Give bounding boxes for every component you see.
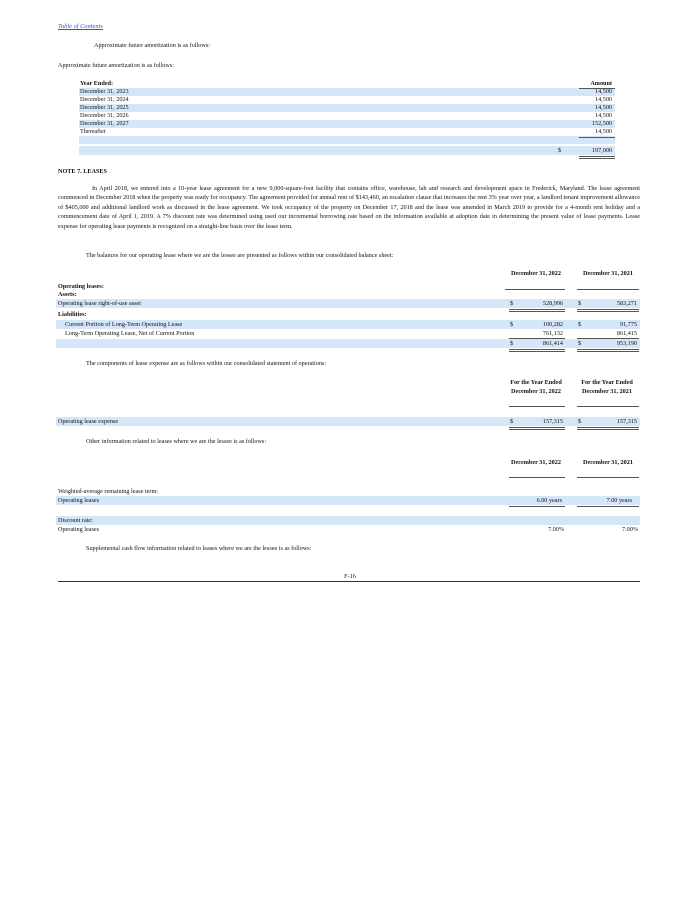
page-number: F-16 [344, 573, 356, 580]
table-row: December 31, 2023 [80, 88, 129, 95]
operating-leases-rate-label: Operating leases [58, 526, 100, 533]
total-liabilities-2022: 861,414 [542, 340, 563, 347]
other-col-2021: December 31, 2021 [583, 459, 633, 466]
table-of-contents-link[interactable]: Table of Contents [58, 23, 103, 30]
table-row: December 31, 2024 [80, 96, 129, 103]
discount-rate-label: Discount rate: [58, 517, 93, 524]
currency-symbol: $ [510, 340, 514, 347]
footer-divider [58, 581, 640, 582]
expense-2021: 157,315 [616, 418, 637, 425]
operating-leases-label: Operating leases: [58, 283, 104, 290]
total-currency: $ [558, 147, 562, 154]
current-portion-label: Current Portion of Long-Term Operating Lease [65, 321, 183, 328]
table-row: December 31, 2025 [80, 104, 129, 111]
rou-2022: 528,996 [542, 300, 563, 307]
components-intro: The components of lease expense are as follows within our consolidated statement of operations: [86, 360, 327, 367]
table-cell: 14,500 [594, 104, 612, 111]
table-cell: 14,500 [594, 96, 612, 103]
other-col-2022: December 31, 2022 [511, 459, 561, 466]
amortization-header-year: Year Ended: [80, 80, 114, 87]
expense-col-2022: For the Year Ended December 31, 2022 [510, 379, 562, 395]
table-row: Thereafter [80, 128, 106, 135]
liabilities-label: Liabilities: [58, 311, 87, 318]
currency-symbol: $ [510, 300, 514, 307]
table-row: December 31, 2027 [80, 120, 129, 127]
other-intro: Other information related to leases where we are the lessee is as follows: [86, 438, 267, 445]
supplemental-intro: Supplemental cash flow information related to leases where we are the lessee is as follows: [86, 545, 312, 552]
table-cell: 14,500 [594, 88, 612, 95]
table-cell: 14,500 [594, 112, 612, 119]
note-title: NOTE 7. LEASES [58, 168, 108, 175]
table-row: December 31, 2026 [80, 112, 129, 119]
note-paragraph [58, 184, 640, 231]
table-cell: 14,500 [594, 128, 612, 135]
operating-leases-term-label: Operating leases [58, 497, 100, 504]
currency-symbol: $ [510, 321, 514, 328]
amortization-total: 197,000 [591, 147, 612, 154]
weighted-average-term-label: Weighted-average remaining lease term: [58, 488, 158, 495]
assets-label: Assets: [58, 291, 77, 298]
operating-lease-expense-label: Operating lease expense [58, 418, 119, 425]
currency-symbol: $ [578, 321, 582, 328]
expense-col-2021: For the Year Ended December 31, 2021 [581, 379, 633, 395]
long-term-2022: 761,132 [542, 330, 563, 337]
current-2021: 91,775 [619, 321, 637, 328]
currency-symbol: $ [510, 418, 514, 425]
intro-text-1: Approximate future amortization is as follows: [94, 42, 210, 49]
currency-symbol: $ [578, 418, 582, 425]
currency-symbol: $ [578, 300, 582, 307]
long-term-2021: 861,415 [616, 330, 637, 337]
rate-2022: 7.00% [548, 526, 564, 533]
note-paragraph-text: In April 2018, we entered into a 10-year lease agreement for a new 9,000-square-foot facility that contains office, warehouse, lab and research and development space in Frederick, Maryland. The lease agreement commenced in December 2018 when the property was ready for occupancy. The agreement provided for annual rent of $143,460, an escalation clause that increases the rent 3% year over year, a landlord tenant improvement allowance of $405,000 and additional landlord work as discussed in the lease agreement. We took occupancy of the property on December 17, 2018 and the lease was amended in March 2019 to provide for a 4-month rent holiday and a commencement date of April 1, 2019. A 7% discount rate was determined using used our incremental borrowing rate based on the information available at adoption date in determining the present value of lease payments. Lease expense for operating lease payments is recognized on a straight-line basis over the lease term. [58, 185, 640, 230]
balance-col-2021: December 31, 2021 [583, 270, 633, 277]
intro-text-2: Approximate future amortization is as follows: [58, 62, 174, 69]
amortization-header-amount: Amount [590, 80, 612, 87]
rou-2021: 583,271 [616, 300, 637, 307]
balance-col-2022: December 31, 2022 [511, 270, 561, 277]
rou-asset-label: Operating lease right-of-use asset [58, 300, 141, 307]
current-2022: 100,282 [542, 321, 563, 328]
rate-2021: 7.00% [622, 526, 638, 533]
currency-symbol: $ [578, 340, 582, 347]
balance-intro: The balances for our operating lease where we are the lessee are presented as follows within our consolidated balance sheet: [86, 252, 394, 259]
expense-2022: 157,315 [542, 418, 563, 425]
total-liabilities-2021: 953,190 [616, 340, 637, 347]
term-2021: 7.00 years [606, 497, 632, 504]
long-term-label: Long-Term Operating Lease, Net of Current Portion [65, 330, 195, 337]
table-cell: 152,500 [591, 120, 612, 127]
term-2022: 6.00 years [536, 497, 562, 504]
